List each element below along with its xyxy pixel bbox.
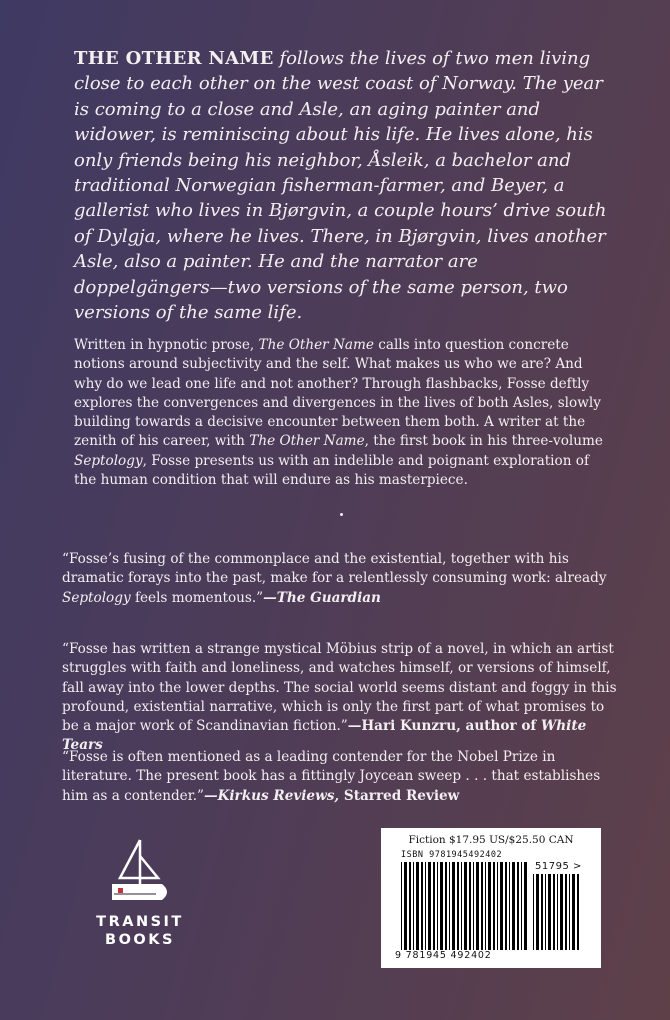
blurb-source: —Hari Kunzru, author of (347, 718, 542, 735)
blurb-source-tail: Starred Review (339, 787, 460, 804)
blurb-source: —The Guardian (263, 589, 381, 606)
blurb-source: —Kirkus Reviews, (203, 787, 340, 804)
blurb-text: feels momentous.” (130, 589, 264, 606)
publisher-line1: TRANSIT (96, 914, 184, 930)
blurb-kunzru (62, 640, 618, 756)
intro-paragraph (74, 46, 614, 325)
barcode-digits: 9 781945 492402 (395, 950, 492, 961)
publisher-name (78, 913, 202, 949)
blurb-text: “Fosse is often mentioned as a leading contender for the Nobel Prize in literature. The present book has a fittingly Joycean sweep . . . that establishes him as a contender.” (62, 749, 601, 804)
description-text: , Fosse presents us with an indelible and poignant exploration of the human condition that will endure as his masterpiece. (74, 452, 590, 489)
description-italic: The Other Name (258, 337, 374, 353)
publisher-line2: BOOKS (105, 932, 175, 948)
book-title: THE OTHER NAME (74, 48, 274, 69)
intro-text: follows the lives of two men living close to each other on the west coast of Norway. The year is coming to a close and Asle, an aging painter and widower, is reminiscing about his life. He lives alone, his only friends being his neighbor, Åsleik, a bachelor and traditional Norwegian fisherman-farmer, and Beyer, a gallerist who lives in Bjørgvin, a couple hours’ drive south of Dylgja, where he lives. There, in Bjørgvin, lives another Asle, also a painter. He and the narrator are doppelgängers—two versions of the same person, two versions of the same life. (74, 48, 607, 324)
description-italic: Septology (74, 452, 143, 469)
description-text: , the first book in his three-volume (364, 433, 603, 450)
description-text: calls into question concrete notions around subjectivity and the self. What makes us who we are? And why do we lead one life and not another? Through flashbacks, Fosse deftly explores the convergences and divergences in the lives of both Asles, slowly building towards a decisive encounter between them both. A writer at the zenith of his career, with (74, 337, 601, 450)
barcode-panel (381, 828, 601, 968)
description-paragraph (74, 336, 614, 490)
blurb-source-italic: White Tears (62, 718, 587, 754)
blurb-italic: Septology (62, 589, 131, 606)
description-text: Written in hypnotic prose, (74, 337, 259, 353)
blurb-text: “Fosse has written a strange mystical Möbius strip of a novel, in which an artist struggles with faith and loneliness, and watches himself, or versions of himself, fall away into the lower depths. The social world seems distant and foggy in this profound, existential narrative, which is only the first part of what promises to be a major work of Scandinavian fiction.” (62, 641, 617, 735)
addon-bars (533, 874, 579, 950)
addon-number: 51795 > (535, 861, 582, 872)
blurb-guardian (62, 550, 618, 608)
price-label: Fiction $17.95 US/$25.50 CAN (408, 834, 574, 846)
barcode-bars (401, 862, 527, 950)
blurb-text: “Fosse’s fusing of the commonplace and the existential, together with his dramatic forays into the past, make for a relentlessly consuming work: already (62, 551, 607, 587)
blurb-kirkus (62, 748, 618, 806)
description-italic: The Other Name (249, 433, 365, 450)
isbn-label: ISBN 9781945492402 (401, 850, 503, 860)
separator-dot (340, 513, 343, 516)
